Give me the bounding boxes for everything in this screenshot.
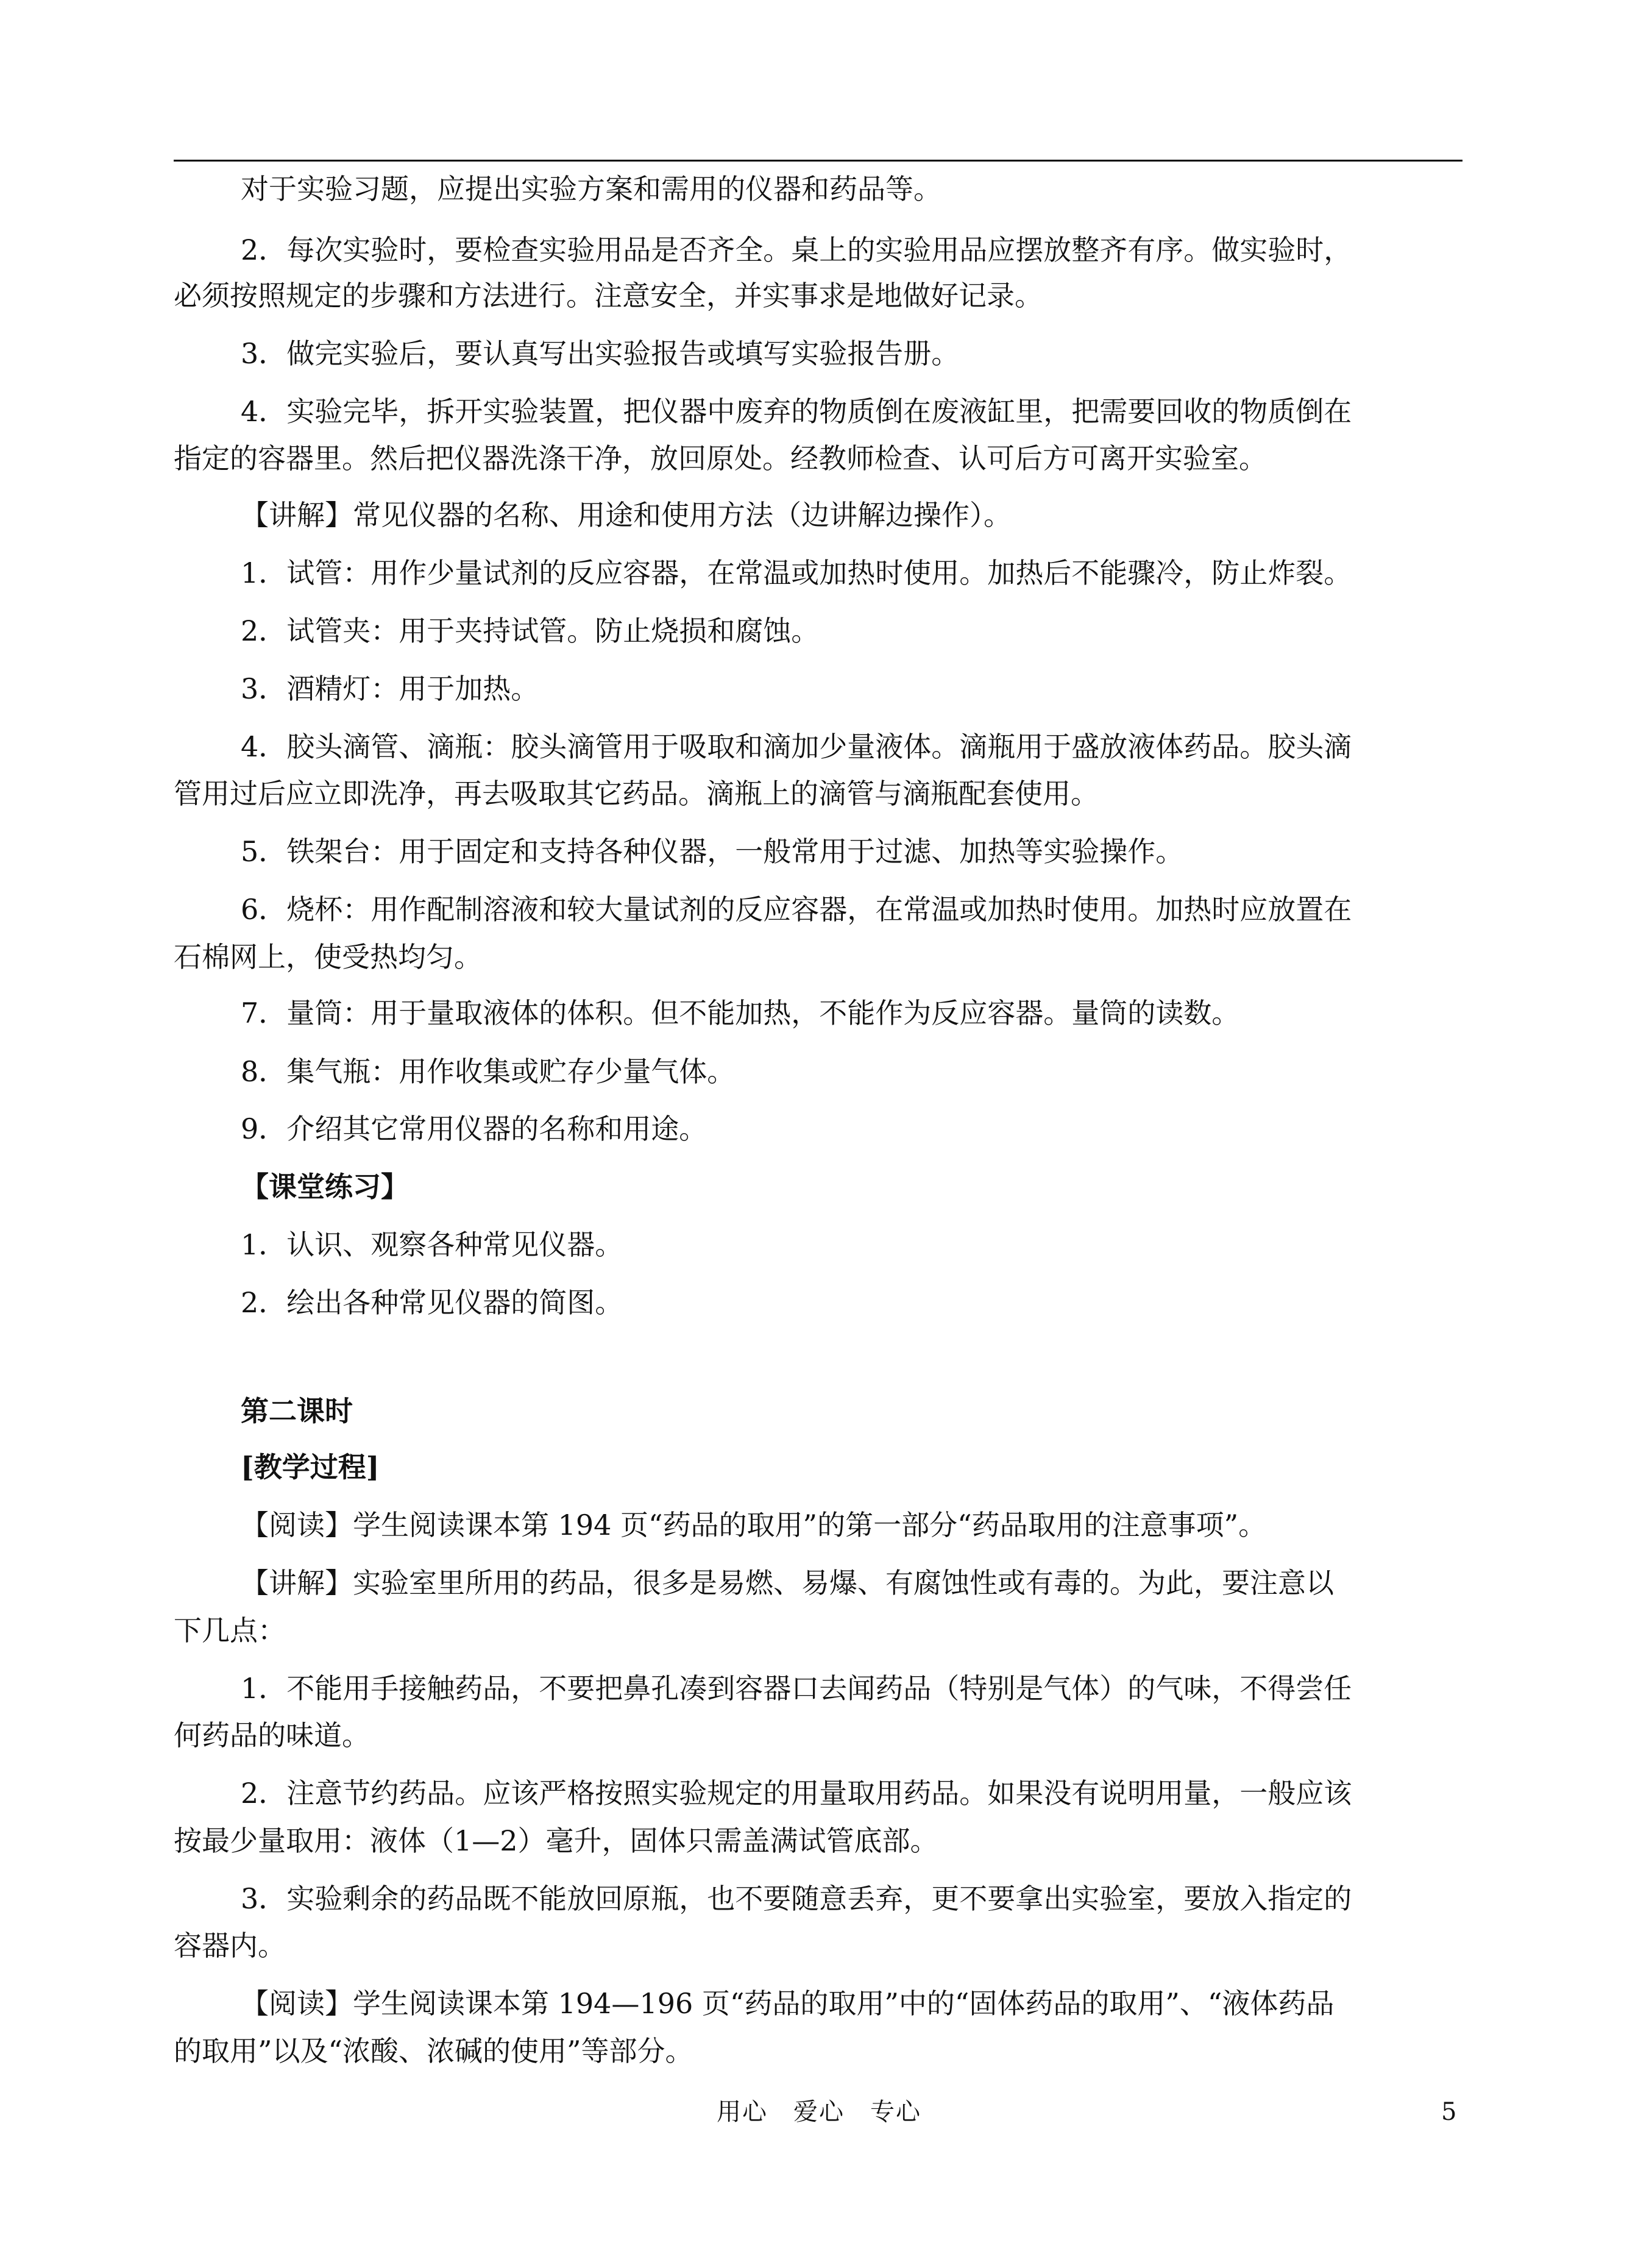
text-line: 2．试管夹：用于夹持试管。防止烧损和腐蚀。 bbox=[241, 614, 820, 647]
text-line: 容器内。 bbox=[174, 1929, 286, 1962]
text-line: 1．试管：用作少量试剂的反应容器，在常温或加热时使用。加热后不能骤冷，防止炸裂。 bbox=[241, 556, 1352, 589]
text-line: 3．酒精灯：用于加热。 bbox=[241, 672, 539, 705]
section-heading-lecture: 【讲解】常见仪器的名称、用途和使用方法（边讲解边操作）。 bbox=[241, 499, 1012, 531]
text-line: 必须按照规定的步骤和方法进行。注意安全，并实事求是地做好记录。 bbox=[174, 279, 1043, 312]
text-line: 对于实验习题，应提出实验方案和需用的仪器和药品等。 bbox=[241, 172, 941, 205]
text-line: 3．做完实验后，要认真写出实验报告或填写实验报告册。 bbox=[241, 337, 960, 370]
section-heading-practice: 【课堂练习】 bbox=[241, 1170, 409, 1203]
footer-motto: 用心 爱心 专心 bbox=[717, 2098, 921, 2126]
teaching-process-heading: [教学过程] bbox=[241, 1451, 380, 1484]
text-line: 9．介绍其它常用仪器的名称和用途。 bbox=[241, 1112, 707, 1145]
text-line: 【讲解】实验室里所用的药品，很多是易燃、易爆、有腐蚀性或有毒的。为此，要注意以 bbox=[241, 1566, 1334, 1599]
text-line: 4．胶头滴管、滴瓶：胶头滴管用于吸取和滴加少量液体。滴瓶用于盛放液体药品。胶头滴 bbox=[241, 730, 1352, 763]
text-line: 下几点： bbox=[174, 1614, 286, 1647]
text-line: 【阅读】学生阅读课本第 194 页“药品的取用”的第一部分“药品取用的注意事项”。 bbox=[241, 1509, 1267, 1541]
text-line: 1．认识、观察各种常见仪器。 bbox=[241, 1228, 623, 1261]
text-line: 5．铁架台：用于固定和支持各种仪器，一般常用于过滤、加热等实验操作。 bbox=[241, 835, 1184, 868]
header-rule bbox=[174, 160, 1462, 162]
text-line: 1．不能用手接触药品，不要把鼻孔凑到容器口去闻药品（特别是气体）的气味，不得尝任 bbox=[241, 1672, 1352, 1705]
text-line: 管用过后应立即洗净，再去吸取其它药品。滴瓶上的滴管与滴瓶配套使用。 bbox=[174, 777, 1099, 810]
text-line: 的取用”以及“浓酸、浓碱的使用”等部分。 bbox=[174, 2035, 693, 2067]
text-line: 3．实验剩余的药品既不能放回原瓶，也不要随意丢弃，更不要拿出实验室，要放入指定的 bbox=[241, 1882, 1352, 1915]
text-line: 7．量筒：用于量取液体的体积。但不能加热，不能作为反应容器。量筒的读数。 bbox=[241, 997, 1240, 1029]
text-line: 2．绘出各种常见仪器的简图。 bbox=[241, 1286, 623, 1319]
page-number: 5 bbox=[1441, 2098, 1457, 2126]
text-line: 石棉网上，使受热均匀。 bbox=[174, 940, 482, 973]
text-line: 指定的容器里。然后把仪器洗涤干净，放回原处。经教师检查、认可后方可离开实验室。 bbox=[174, 442, 1267, 475]
text-line: 2．每次实验时，要检查实验用品是否齐全。桌上的实验用品应摆放整齐有序。做实验时， bbox=[241, 233, 1352, 266]
lesson-heading: 第二课时 bbox=[241, 1395, 353, 1427]
text-line: 【阅读】学生阅读课本第 194—196 页“药品的取用”中的“固体药品的取用”、“液体药品 bbox=[241, 1987, 1335, 2020]
text-line: 何药品的味道。 bbox=[174, 1719, 370, 1752]
text-line: 6．烧杯：用作配制溶液和较大量试剂的反应容器，在常温或加热时使用。加热时应放置在 bbox=[241, 893, 1352, 926]
text-line: 4．实验完毕，拆开实验装置，把仪器中废弃的物质倒在废液缸里，把需要回收的物质倒在 bbox=[241, 395, 1352, 428]
text-line: 按最少量取用：液体（1—2）毫升，固体只需盖满试管底部。 bbox=[174, 1824, 938, 1857]
text-line: 2．注意节约药品。应该严格按照实验规定的用量取用药品。如果没有说明用量，一般应该 bbox=[241, 1777, 1352, 1810]
text-line: 8．集气瓶：用作收集或贮存少量气体。 bbox=[241, 1055, 736, 1088]
